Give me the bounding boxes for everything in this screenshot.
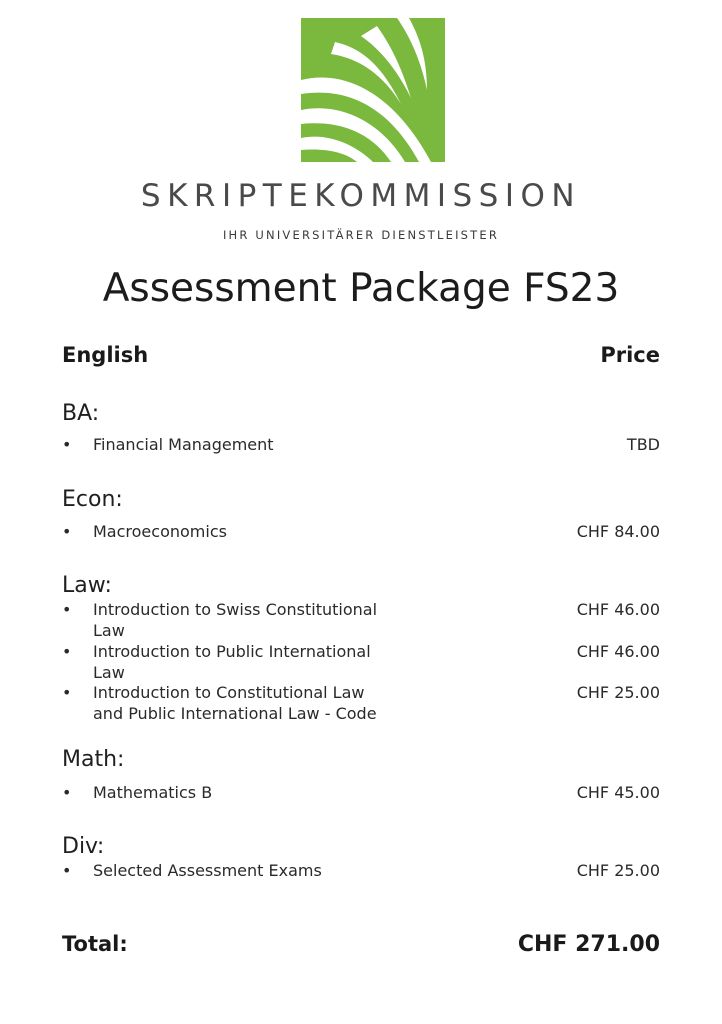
item-price: CHF 25.00	[576, 683, 660, 702]
bullet: •	[62, 861, 72, 880]
bullet: •	[62, 522, 72, 541]
bullet: •	[62, 642, 72, 661]
price-header: Price	[600, 343, 660, 367]
page-title: Assessment Package FS23	[102, 266, 620, 311]
category-math: Math:	[62, 747, 125, 772]
brand-name: SKRIPTEKOMMISSION	[140, 178, 582, 214]
total-value: CHF 271.00	[517, 932, 660, 957]
item-price: TBD	[626, 435, 660, 454]
item-name: Mathematics B	[93, 783, 213, 802]
item-price: CHF 25.00	[576, 861, 660, 880]
total-label: Total:	[62, 932, 128, 956]
category-law: Law:	[62, 573, 112, 598]
bullet: •	[62, 683, 72, 702]
category-ba: BA:	[62, 401, 100, 426]
bullet: •	[62, 435, 72, 454]
language-header: English	[62, 343, 149, 367]
bullet: •	[62, 600, 72, 619]
bullet: •	[62, 783, 72, 802]
item-name: Macroeconomics	[93, 522, 227, 541]
category-div: Div:	[62, 834, 105, 859]
item-name: Introduction to Constitutional Law and Public International Law - Code	[93, 683, 377, 723]
item-price: CHF 46.00	[576, 642, 660, 661]
item-price: CHF 84.00	[576, 522, 660, 541]
item-name: Selected Assessment Exams	[93, 861, 322, 880]
item-price: CHF 46.00	[576, 600, 660, 619]
item-name: Financial Management	[93, 435, 274, 454]
item-name: Introduction to Swiss Constitutional Law	[93, 600, 378, 640]
item-price: CHF 45.00	[576, 783, 660, 802]
logo-block	[0, 0, 722, 250]
brand-tagline: IHR UNIVERSITÄRER DIENSTLEISTER	[222, 228, 500, 242]
book-logo-icon	[301, 18, 445, 162]
item-name: Introduction to Public International Law	[93, 642, 371, 682]
category-econ: Econ:	[62, 487, 123, 512]
